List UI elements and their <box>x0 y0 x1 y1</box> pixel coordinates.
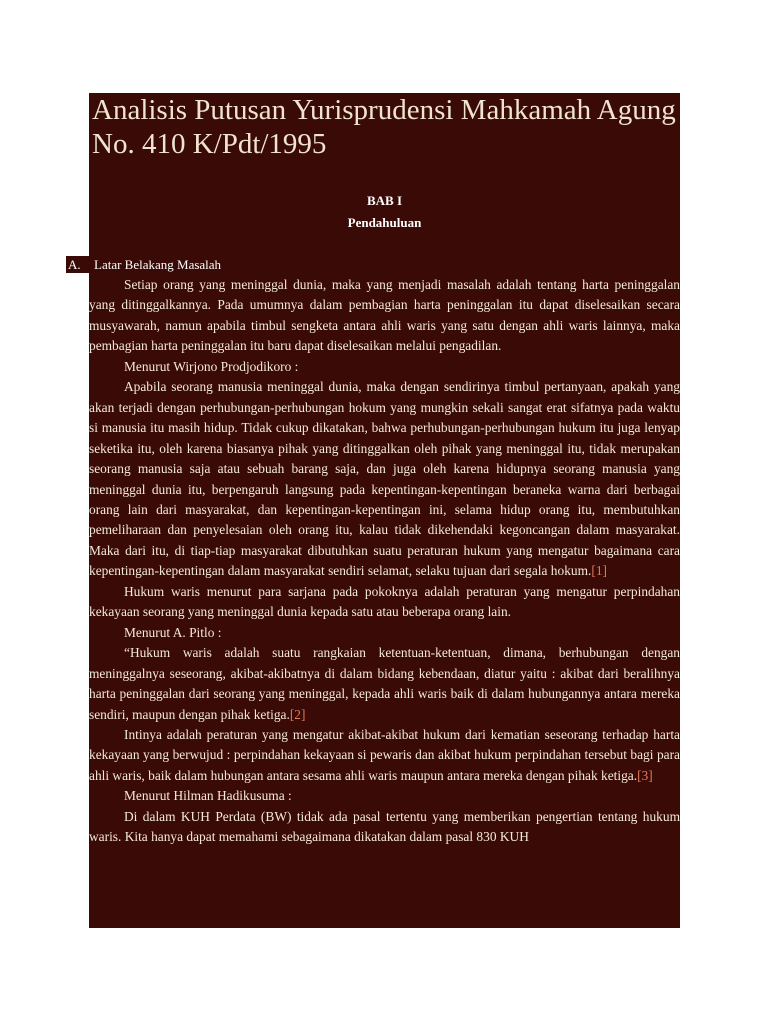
paragraph <box>89 725 680 786</box>
section-marker: A. <box>66 256 91 273</box>
section-label: Latar Belakang Masalah <box>94 257 222 272</box>
chapter-title: Pendahuluan <box>347 215 422 230</box>
document-title: Analisis Putusan Yurisprudensi Mahkamah Agung No. 410 K/Pdt/1995 <box>92 94 676 160</box>
paragraph-text: Setiap orang yang meninggal dunia, maka yang menjadi masalah adalah tentang harta peninggalan yang ditinggalkannya. Pada umumnya dalam pembagian harta peninggalan itu dapat diselesaikan secara musyawarah, namun apabila timbul sengketa antara ahli waris yang satu dengan ahli waris lainnya, maka pembagian harta peninggalan itu baru dapat diselesaikan melalui pengadilan. <box>89 277 680 354</box>
footnote-ref-2[interactable]: [2] <box>289 706 306 722</box>
paragraph <box>89 582 680 623</box>
section-heading <box>66 256 221 273</box>
chapter-number: BAB I <box>366 193 403 208</box>
paragraph <box>89 786 680 806</box>
paragraph-text: Apabila seorang manusia meninggal dunia, maka dengan sendirinya timbul pertanyaan, apakah yang akan terjadi dengan perhubungan-perhubungan hokum yang mungkin sekali sangat erat sifatnya pada waktu si manusia itu masih hidup. Tidak cukup dikatakan, bahwa perhubungan-perhubungan hukum itu juga lenyap seketika itu, oleh karena biasanya pihak yang ditinggalkan oleh pihak yang meninggal itu, tidak merupakan seorang manusia saja atau sebuah barang saja, dan juga oleh karena hidupnya seorang manusia yang meninggal dunia itu, berpengaruh langsung pada kepentingan-kepentingan beraneka warna dari berbagai orang lain dari masyarakat, dan kepentingan-kepentingan ini, selama hidup orang itu, membutuhkan pemeliharaan dan penyelesaian oleh orang itu, kalau tidak dikehendaki kegoncangan dalam masyarakat. Maka dari itu, di tiap-tiap masyarakat dibutuhkan suatu peraturan hukum yang mengatur bagaimana cara kepentingan-kepentingan dalam masyarakat sendiri selamat, selaku tujuan dari segala hokum. <box>89 379 680 579</box>
paragraph <box>89 357 680 377</box>
paragraph <box>89 377 680 582</box>
paragraph-text: “Hukum waris adalah suatu rangkaian ketentuan-ketentuan, dimana, berhubungan dengan meninggalnya seseorang, akibat-akibatnya di dalam bidang kebendaan, diatur yaitu : akibat dari beralihnya harta peninggalan dari seorang yang meninggal, kepada ahli waris baik di dalam hubungannya antara mereka sendiri, maupun dengan pihak ketiga. <box>89 645 680 722</box>
paragraph <box>89 623 680 643</box>
footnote-ref-1[interactable]: [1] <box>591 563 607 579</box>
document-body <box>89 275 680 848</box>
paragraph <box>89 643 680 725</box>
paragraph <box>89 807 680 848</box>
paragraph-text: Menurut Wirjono Prodjodikoro : <box>124 358 299 374</box>
paragraph-text: Menurut Hilman Hadikusuma : <box>124 788 292 804</box>
paragraph-text: Di dalam KUH Perdata (BW) tidak ada pasal tertentu yang memberikan pengertian tentang hukum waris. Kita hanya dapat memahami sebagaimana dikatakan dalam pasal 830 KUH <box>89 808 680 845</box>
paragraph-text: Menurut A. Pitlo : <box>124 624 222 640</box>
footnote-ref-3[interactable]: [3] <box>637 767 653 783</box>
paragraph-text: Hukum waris menurut para sarjana pada pokoknya adalah peraturan yang mengatur perpindahan kekayaan seorang yang meninggal dunia kepada satu atau beberapa orang lain. <box>89 583 680 620</box>
paragraph-text: Intinya adalah peraturan yang mengatur akibat-akibat hukum dari kematian seseorang terhadap harta kekayaan yang berwujud : perpindahan kekayaan si pewaris dan akibat hukum perpindahan tersebut bagi para ahli waris, baik dalam hubungan antara sesama ahli waris maupun antara mereka dengan pihak ketiga. <box>89 726 680 783</box>
paragraph <box>89 275 680 357</box>
